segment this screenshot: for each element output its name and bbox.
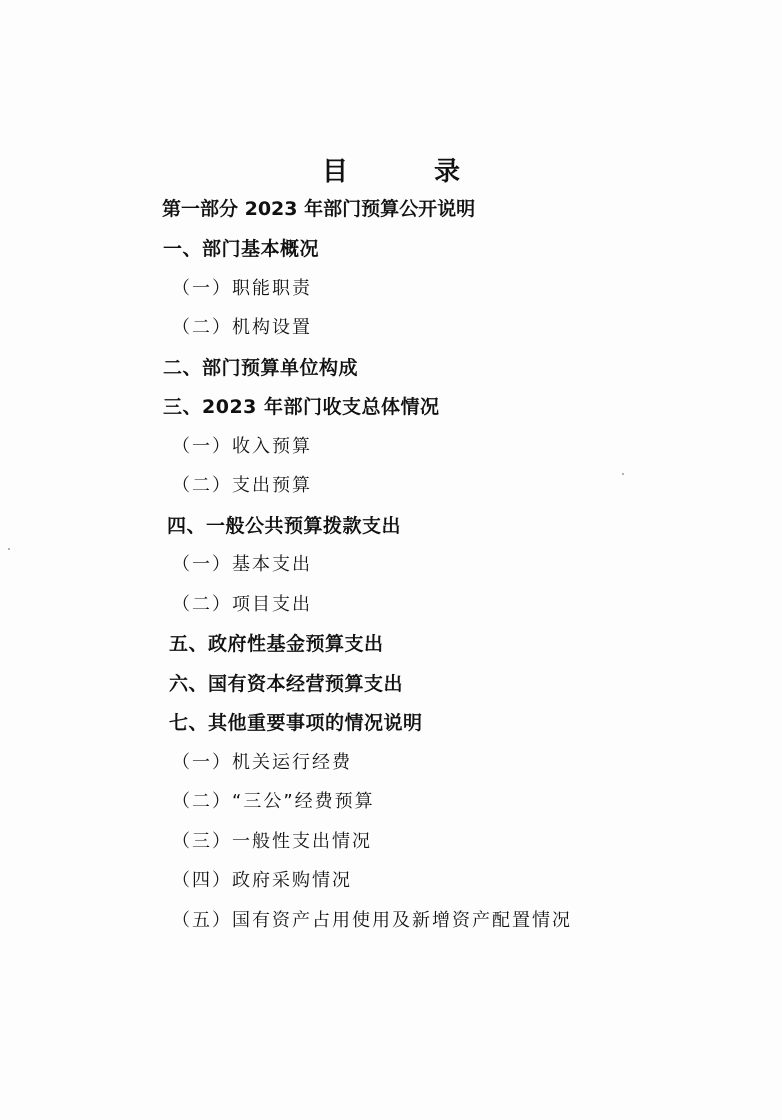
page-title: 目 录 xyxy=(321,157,490,187)
toc-subsection-1-1: （一）职能职责 xyxy=(172,278,312,299)
toc-subsection-1-2: （二）机构设置 xyxy=(172,317,312,338)
toc-subsection-7-1: （一）机关运行经费 xyxy=(172,752,352,773)
toc-subsection-7-4: （四）政府采购情况 xyxy=(172,870,352,891)
toc-subsection-4-2: （二）项目支出 xyxy=(172,594,312,615)
toc-section-7: 七、其他重要事项的情况说明 xyxy=(169,712,423,734)
scan-speck xyxy=(8,548,10,550)
toc-section-6: 六、国有资本经营预算支出 xyxy=(169,673,404,695)
toc-subsection-7-5: （五）国有资产占用使用及新增资产配置情况 xyxy=(172,910,572,931)
toc-subsection-3-2: （二）支出预算 xyxy=(172,475,312,496)
toc-subsection-3-1: （一）收入预算 xyxy=(172,436,312,457)
toc-subsection-7-3: （三）一般性支出情况 xyxy=(172,831,372,852)
toc-subsection-4-1: （一）基本支出 xyxy=(172,554,312,575)
toc-section-3: 三、2023 年部门收支总体情况 xyxy=(163,396,440,418)
toc-subsection-7-2: （二）“三公”经费预算 xyxy=(172,791,375,812)
toc-section-2: 二、部门预算单位构成 xyxy=(163,357,359,379)
toc-section-1: 一、部门基本概况 xyxy=(163,238,320,260)
toc-section-4: 四、一般公共预算拨款支出 xyxy=(167,515,402,537)
toc-part-heading: 第一部分 2023 年部门预算公开说明 xyxy=(162,198,476,220)
toc-section-5: 五、政府性基金预算支出 xyxy=(169,633,384,655)
scan-speck xyxy=(622,473,624,475)
